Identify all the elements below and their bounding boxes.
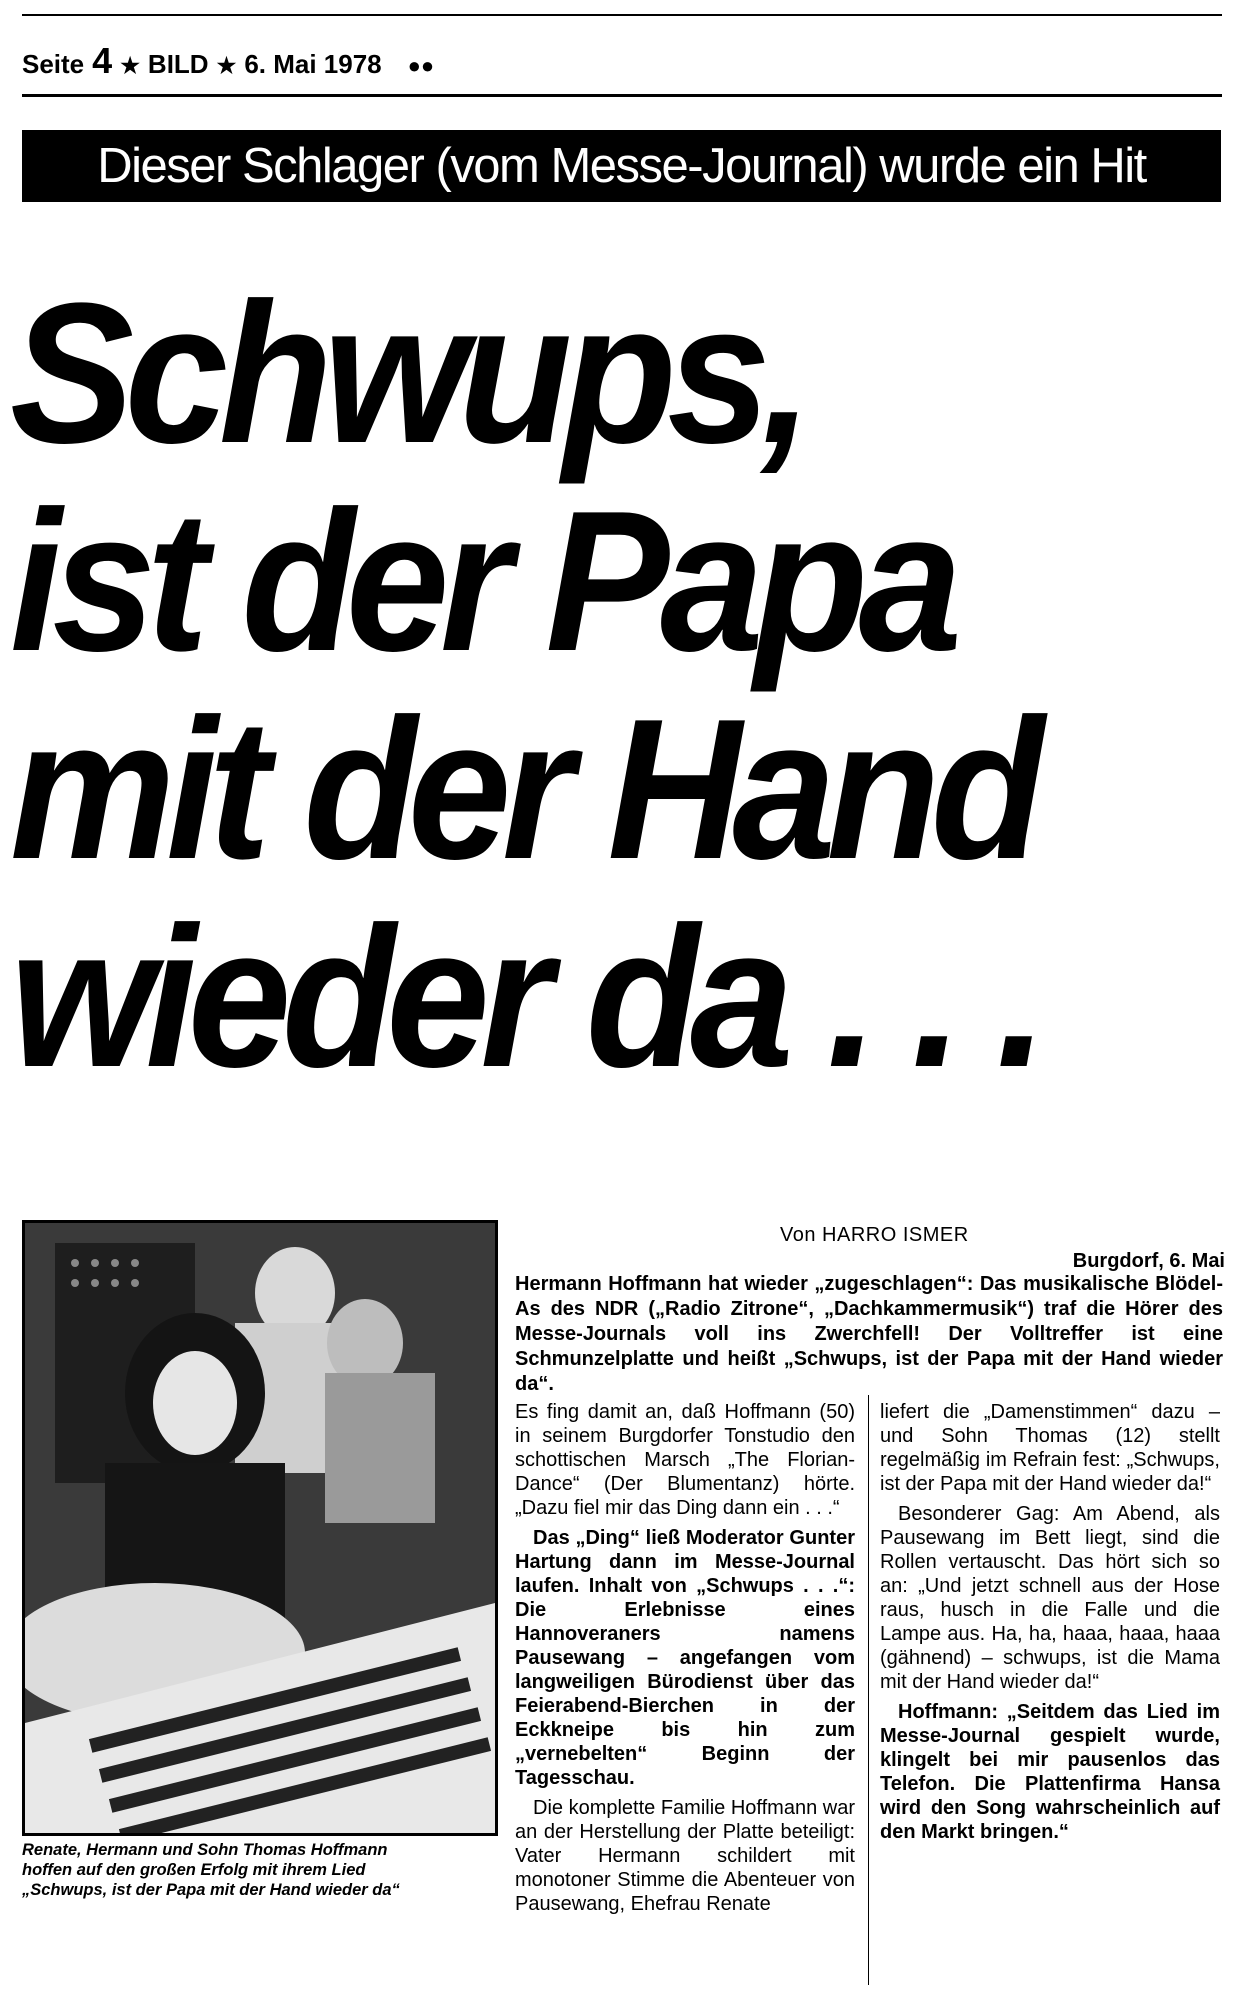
masthead [22,40,1222,80]
masthead-prefix: Seite [22,49,85,79]
paragraph: Die komplette Familie Hoffmann war an der Herstellung der Platte beteiligt: Vater Hermann schildert mit monotoner Stimme die Abenteuer von Pausewang, Ehefrau Renate [515,1797,855,1915]
byline: Von HARRO ISMER [780,1224,969,1246]
article-column-1 [515,1400,855,1922]
star-icon: ★ [120,53,140,78]
headline-line: wieder da . . . [10,886,1039,1109]
page-number: 4 [92,40,113,81]
photo-illustration [25,1223,495,1833]
paragraph: liefert die „Damenstimmen“ dazu – und Sohn Thomas (12) stellt regelmäßig im Refrain fest: „Schwups, ist der Papa mit der Hand wieder da!“ [880,1401,1220,1495]
headline-line: ist der Papa [10,470,953,693]
issue-date: 6. Mai 1978 [244,49,382,79]
caption-line: „Schwups, ist der Papa mit der Hand wieder da“ [22,1881,400,1899]
caption-line: hoffen auf den großen Erfolg mit ihrem Lied [22,1861,366,1879]
caption-line: Renate, Hermann und Sohn Thomas Hoffmann [22,1841,388,1859]
kicker-banner: Dieser Schlager (vom Messe-Journal) wurde ein Hit [22,130,1221,202]
dots-ornament: ●● [407,53,435,78]
paragraph: Das „Ding“ ließ Moderator Gunter Hartung dann im Messe-Journal laufen. Inhalt von „Schwups . . .“: Die Erlebnisse eines Hannoveraners namens Pausewang – angefangen vom langweiligen Bürodienst über das Feierabend-Bierchen in der Eckkneipe bis hin zum „vernebelten“ Beginn der Tagesschau. [515,1527,855,1789]
photo-caption [22,1840,502,1900]
star-icon: ★ [216,53,237,78]
headline [10,262,1149,1109]
masthead-rule [22,94,1222,97]
column-divider [868,1395,869,1985]
article-column-2 [880,1400,1220,1850]
newspaper-name: BILD [147,49,209,79]
dateline: Burgdorf, 6. Mai [1072,1250,1225,1272]
headline-line: mit der Hand [10,678,1036,901]
paragraph: Besonderer Gag: Am Abend, als Pausewang im Bett liegt, sind die Rollen vertauscht. Das hört sich so an: „Und jetzt schnell aus der Hose raus, husch in die Falle und die Lampe aus. Ha, ha, haaa, haaa, haaa (gähnend) – schwups, ist die Mama mit der Hand wieder da!“ [880,1503,1220,1693]
paragraph: Hoffmann: „Seitdem das Lied im Messe-Journal gespielt wurde, klingelt bei mir pausenlos das Telefon. Die Plattenfirma Hansa wird den Song wahrscheinlich auf den Markt bringen.“ [880,1701,1220,1843]
paragraph: Es fing damit an, daß Hoffmann (50) in seinem Burgdorfer Tonstudio den schottischen Marsch „The Florian-Dance“ (Der Blumentanz) hörte. „Dazu fiel mir das Ding dann ein . . .“ [515,1401,855,1519]
family-photo [22,1220,498,1836]
headline-line: Schwups, [10,262,804,485]
top-rule [22,14,1222,16]
lead-paragraph: Hermann Hoffmann hat wieder „zugeschlagen“: Das musikalische Blödel-As des NDR („Radio Zitrone“, „Dachkammermusik“) traf die Hörer des Messe-Journals voll ins Zwerchfell! Der Volltreffer ist eine Schmunzelplatte und heißt „Schwups, ist der Papa mit der Hand wieder da“. [515,1273,1223,1395]
